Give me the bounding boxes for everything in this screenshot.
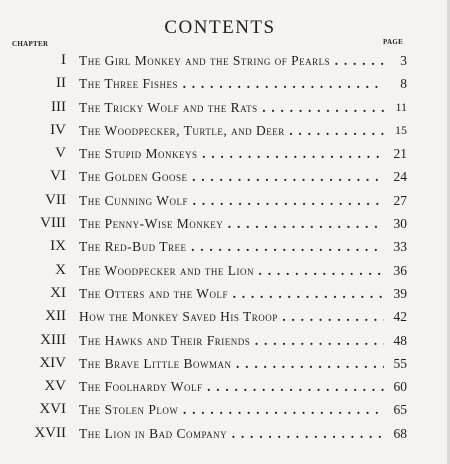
chapter-title: The Girl Monkey and the String of Pearls . .	[79, 49, 384, 72]
page-number: 24	[393, 169, 407, 185]
contents-list	[0, 49, 450, 445]
page-number: 68	[393, 425, 407, 441]
chapter-title: The Foolhardy Wolf . .	[79, 375, 384, 398]
chapter-number: XVI	[39, 401, 66, 418]
chapter-number: VII	[45, 191, 66, 208]
page-number: 39	[393, 285, 407, 301]
chapter-number: VIII	[40, 215, 66, 232]
chapter-title: The Tricky Wolf and the Rats . .	[79, 96, 384, 119]
chapter-title: The Woodpecker, Turtle, and Deer . .	[79, 119, 384, 142]
chapter-title: The Woodpecker and the Lion . .	[79, 259, 384, 282]
chapter-number: III	[51, 98, 66, 115]
chapter-number: XIII	[40, 331, 66, 348]
contents-entry	[0, 212, 450, 235]
chapter-number: II	[56, 75, 66, 92]
page-number: 27	[393, 192, 407, 208]
page-number: 30	[393, 216, 407, 232]
page-number: 36	[393, 262, 407, 278]
chapter-title: The Lion in Bad Company . .	[79, 422, 384, 445]
chapter-number: XV	[44, 378, 66, 395]
contents-entry	[0, 142, 450, 165]
chapter-number: XVII	[34, 424, 66, 441]
contents-entry	[0, 398, 450, 421]
chapter-title: The Three Fishes . .	[79, 72, 384, 95]
contents-entry	[0, 375, 450, 398]
page-number: 8	[400, 76, 407, 92]
contents-entry	[0, 72, 450, 95]
chapter-title: How the Monkey Saved His Troop . .	[79, 305, 384, 328]
page-column-label: PAGE	[383, 38, 404, 46]
chapter-number: XIV	[39, 354, 66, 371]
page-number: 11	[395, 99, 407, 114]
chapter-number: XI	[50, 284, 66, 301]
chapter-number: VI	[50, 168, 66, 185]
contents-entry	[0, 189, 450, 212]
chapter-title: The Golden Goose . .	[79, 165, 384, 188]
contents-entry	[0, 305, 450, 328]
page-number: 15	[395, 122, 407, 137]
chapter-number: I	[61, 52, 66, 68]
chapter-title: The Red-Bud Tree . .	[79, 235, 384, 258]
contents-entry	[0, 259, 450, 282]
chapter-number: IV	[50, 121, 66, 138]
contents-entry	[0, 422, 450, 445]
chapter-number: IX	[50, 238, 66, 255]
chapter-title: The Stupid Monkeys . .	[79, 142, 384, 165]
chapter-title: The Penny-Wise Monkey . .	[79, 212, 384, 235]
contents-entry	[0, 282, 450, 305]
page-number: 48	[393, 332, 407, 348]
chapter-number: X	[55, 261, 66, 278]
page-number: 42	[393, 309, 407, 325]
contents-entry	[0, 235, 450, 258]
contents-entry	[0, 49, 450, 72]
page-number: 3	[400, 53, 407, 68]
chapter-number: V	[55, 145, 66, 162]
contents-entry	[0, 119, 450, 142]
contents-entry	[0, 96, 450, 119]
chapter-title: The Stolen Plow . .	[79, 398, 384, 421]
chapter-title: The Brave Little Bowman . .	[79, 352, 384, 375]
chapter-number: XII	[45, 308, 66, 325]
chapter-title: The Otters and the Wolf . .	[79, 282, 384, 305]
contents-entry	[0, 329, 450, 352]
contents-entry	[0, 165, 450, 188]
page-number: 33	[393, 239, 407, 255]
page-number: 55	[393, 355, 407, 371]
page-number: 21	[393, 146, 407, 162]
chapter-column-label: CHAPTER	[12, 40, 49, 48]
page-number: 65	[393, 402, 407, 418]
page-title: CONTENTS	[164, 17, 276, 38]
page-number: 60	[393, 379, 407, 395]
contents-entry	[0, 352, 450, 375]
chapter-title: The Cunning Wolf . .	[79, 189, 384, 212]
chapter-title: The Hawks and Their Friends . .	[79, 329, 384, 352]
